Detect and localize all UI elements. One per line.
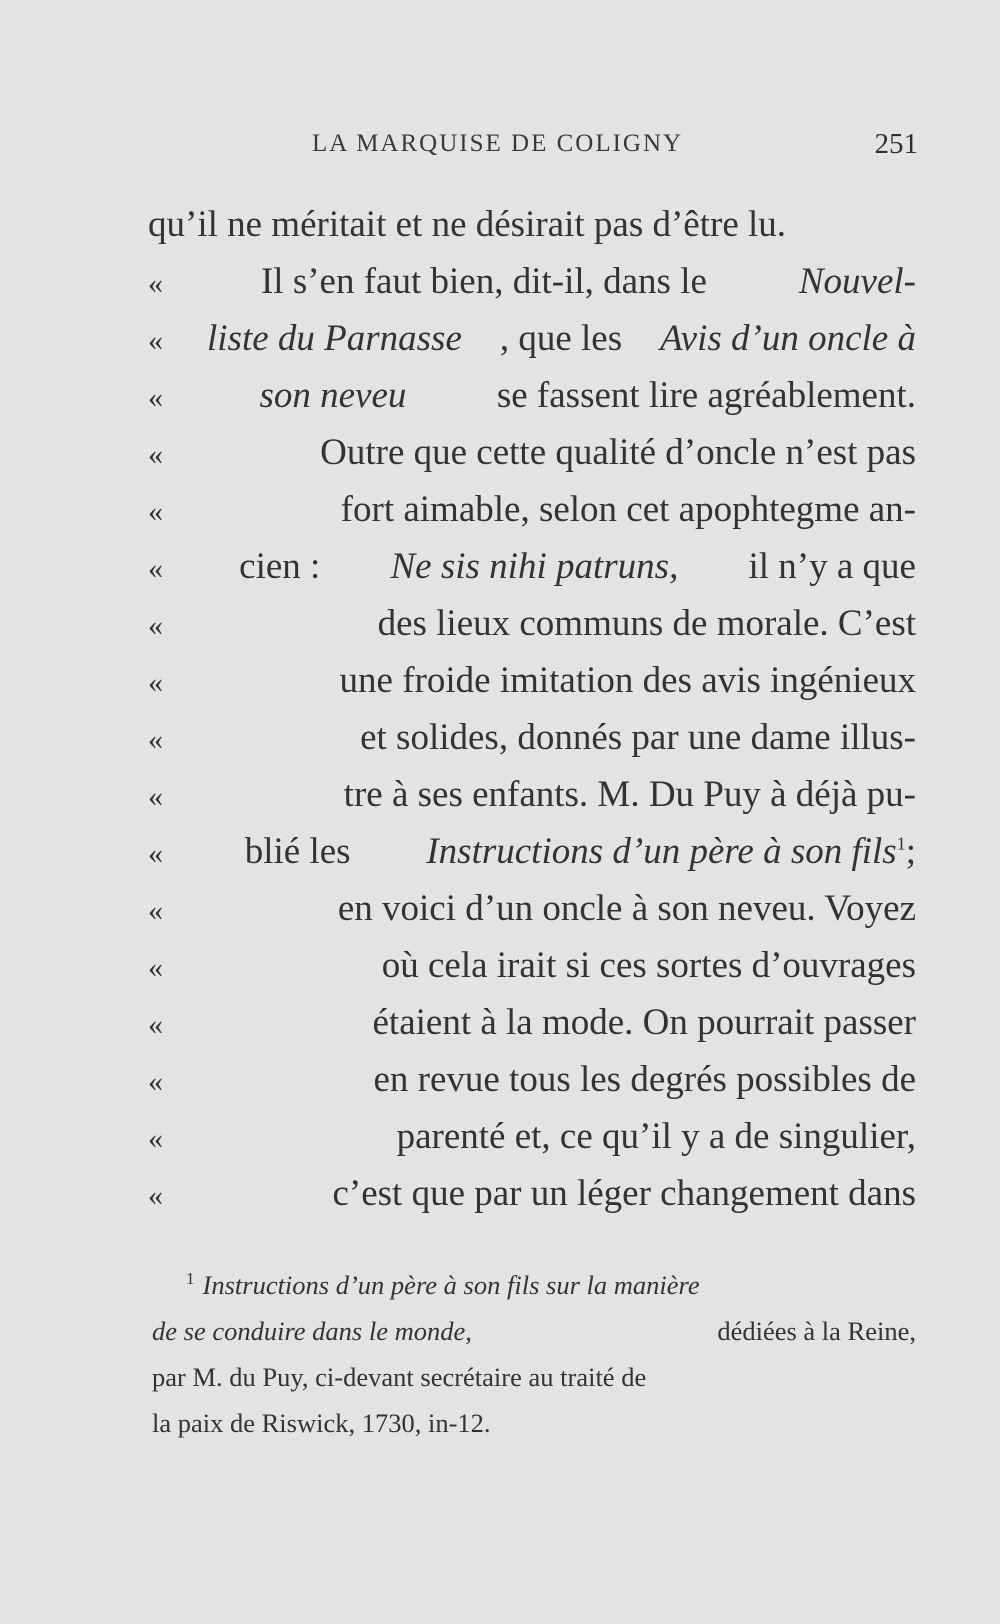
text-segment: en revue tous les degrés possibles de — [373, 1059, 916, 1100]
text-line — [148, 196, 916, 253]
footnote-line — [152, 1354, 916, 1400]
quote-mark: « — [148, 267, 163, 300]
footnote-text — [186, 1262, 700, 1308]
quote-mark: « — [148, 552, 163, 585]
text-line — [148, 310, 916, 367]
quote-mark: « — [148, 1179, 163, 1212]
italic-title: Nouvel- — [798, 261, 916, 302]
text-segment: des lieux communs de morale. C’est — [377, 603, 916, 644]
text-segment: Outre que cette qualité d’oncle n’est pas — [320, 432, 916, 473]
quote-mark: « — [148, 723, 163, 756]
footnote-ref: 1 — [896, 833, 906, 854]
text-line — [148, 1165, 916, 1222]
text-segment: se fassent lire agréablement. — [496, 375, 916, 416]
text-segment: étaient à la mode. On pourrait passer — [372, 1002, 916, 1043]
italic-title: Avis d’un oncle à — [660, 318, 916, 359]
text-segment: parenté et, ce qu’il y a de singulier, — [396, 1116, 916, 1157]
text-line — [148, 424, 916, 481]
text-segment: c’est que par un léger changement dans — [332, 1173, 916, 1214]
italic-title: liste du Parnasse — [206, 318, 462, 359]
quote-mark: « — [148, 381, 163, 414]
text-line — [148, 481, 916, 538]
quote-mark: « — [148, 438, 163, 471]
text-line — [148, 367, 916, 424]
text-segment — [426, 823, 916, 880]
text-segment: fort aimable, selon cet apophtegme an- — [340, 489, 916, 530]
quote-mark: « — [148, 495, 163, 528]
text-segment: , que les — [499, 318, 623, 359]
text-line — [148, 709, 916, 766]
footnote-text: par M. du Puy, ci-devant secrétaire au traité de — [152, 1362, 647, 1392]
text-segment: il n’y a que — [748, 546, 916, 587]
italic-title: Instructions d’un père à son fils — [426, 831, 897, 872]
footnote — [152, 1262, 916, 1446]
footnote-line — [152, 1400, 916, 1446]
page-header — [150, 128, 918, 168]
text-segment: et solides, donnés par une dame illus- — [360, 717, 916, 758]
text-line — [148, 1108, 916, 1165]
text-line — [148, 937, 916, 994]
text-line — [148, 652, 916, 709]
italic-title: son neveu — [259, 375, 407, 416]
footnote-text: dédiées à la Reine, — [717, 1316, 916, 1346]
punctuation: ; — [905, 831, 916, 872]
footnote-mark: 1 — [186, 1269, 195, 1289]
text-line — [148, 880, 916, 937]
text-segment: Il s’en faut bien, dit-il, dans le — [260, 261, 707, 302]
text-segment: blié les — [244, 831, 351, 872]
text-line — [148, 253, 916, 310]
text-segment: une froide imitation des avis ingénieux — [339, 660, 916, 701]
text-segment: cien : — [239, 546, 321, 587]
quote-mark: « — [148, 1065, 163, 1098]
italic-title: de se conduire dans le monde, — [152, 1316, 472, 1346]
text-segment: tre à ses enfants. M. Du Puy à déjà pu- — [343, 774, 916, 815]
text-line — [148, 766, 916, 823]
page-number: 251 — [874, 128, 918, 160]
text-line — [148, 538, 916, 595]
footnote-line — [152, 1262, 916, 1308]
text-segment: en voici d’un oncle à son neveu. Voyez — [337, 888, 916, 929]
running-title: LA MARQUISE DE COLIGNY — [312, 130, 684, 157]
footnote-text: la paix de Riswick, 1730, in-12. — [152, 1408, 491, 1438]
quote-mark: « — [148, 666, 163, 699]
quote-mark: « — [148, 951, 163, 984]
quote-mark: « — [148, 609, 163, 642]
body-text — [148, 196, 916, 1222]
text-line — [148, 823, 916, 880]
text-line — [148, 994, 916, 1051]
quote-mark: « — [148, 780, 163, 813]
latin-quote: Ne sis nihi patruns, — [390, 546, 679, 587]
italic-title: Instructions d’un père à son fils sur la manière — [202, 1270, 700, 1300]
quote-mark: « — [148, 1008, 163, 1041]
text-segment: qu’il ne méritait et ne désirait pas d’être lu. — [148, 204, 787, 245]
quote-mark: « — [148, 894, 163, 927]
text-segment: où cela irait si ces sortes d’ouvrages — [381, 945, 916, 986]
footnote-line — [152, 1308, 916, 1354]
quote-mark: « — [148, 324, 163, 357]
text-line — [148, 1051, 916, 1108]
text-line — [148, 595, 916, 652]
quote-mark: « — [148, 1122, 163, 1155]
quote-mark: « — [148, 837, 163, 870]
